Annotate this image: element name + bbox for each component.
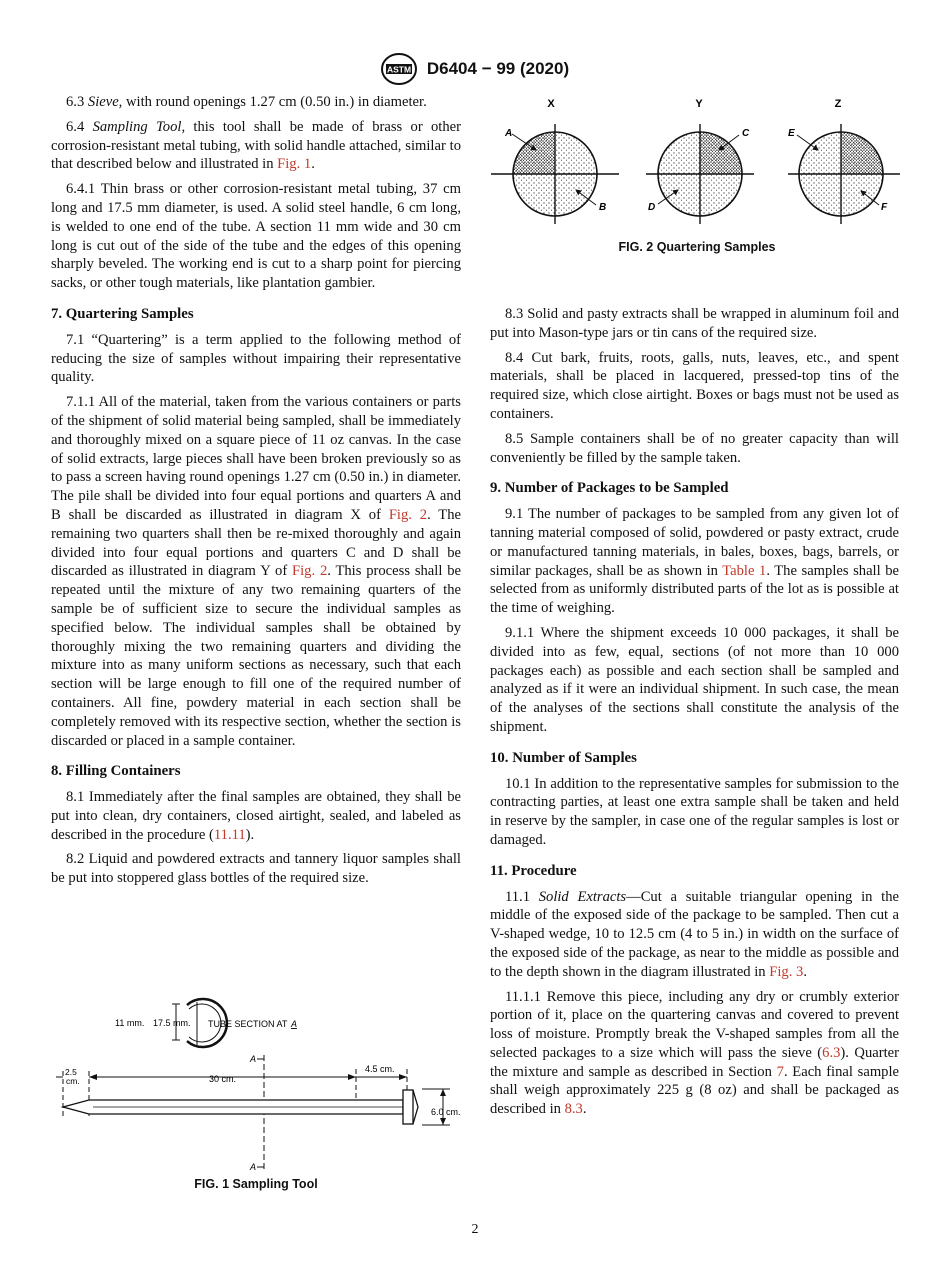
label-4-5cm: 4.5 cm. — [365, 1064, 395, 1074]
section-6-4-1: 6.4.1 Thin brass or other corrosion-resistant metal tubing, 37 cm long and 17.5 mm diameter, is used. A solid steel handle, 6 cm long, is welded to one end of the tube. A section 11 mm wide and 30 cm long is cut out of the side of the tube and the edges of this opening sharply beveled. The working end is cut to a sharp point for piercing sacks, or other tough materials, like plantation gambier. — [51, 181, 461, 292]
right-column — [490, 305, 899, 1125]
figure-2-caption: FIG. 2 Quartering Samples — [618, 240, 776, 254]
heading-procedure: 11. Procedure — [490, 862, 577, 879]
logo-text: ASTM — [386, 64, 411, 75]
label-section-a: A — [291, 1019, 298, 1029]
section-8-5: 8.5 Sample containers shall be of no greater capacity than will conveniently be filled by the sample taken. — [490, 430, 899, 466]
section-10-1: 10.1 In addition to the representative samples for submission to the contracting parties, at least one extra sample shall be taken and held in reserve by the sampler, in case one of the regular samples is lost or damaged. — [490, 775, 899, 848]
section-7-1-1: 7.1.1 All of the material, taken from the various containers or parts of the shipment of solid material being sampled, shall be immediately and thoroughly mixed on a square piece of 11 oz canvas. In the case of solid extracts, large pieces shall have been broken previously so as to pass a screen having round openings 1.27 cm (0.50 in.) in diameter. The pile shall be divided into four equal portions and quarters A and B shall be discarded as illustrated in diagram X of Fig. 2. The remaining two quarters shall then be re-mixed thoroughly and again divided into four equal portions and quarters C and D shall be discarded as illustrated in diagram Y of Fig. 2. This process shall be repeated until the mixture of any two remaining quarters of the sample be of sufficient size to secure the individual samples as specified below. The individual samples shall be obtained by thoroughly mixing the two remaining quarters and dividing the mixture into as many uniform sections as necessary, such that each section will be large enough to fill one of the required number of containers. All fine, powdery material in each section shall be completely removed with its respective section, whether the section is discarded or placed in a sample container. — [51, 394, 461, 749]
fig2-link[interactable]: Fig. 2 — [388, 506, 428, 523]
section-8-3: 8.3 Solid and pasty extracts shall be wrapped in aluminum foil and put into Mason-type jars or tin cans of the required size. — [490, 306, 899, 341]
fig3-link[interactable]: Fig. 3 — [769, 963, 804, 980]
label-6cm: 6.0 cm. — [431, 1107, 461, 1117]
section-9-1-1: 9.1.1 Where the shipment exceeds 10 000 packages, it shall be divided into as few, equal, sections (of not more than 10 000 packages each) as possible and each section shall be sampled and analyzed as if it were an individual shipment. In such case, the mean of the analyses of the sections shall constitute the analysis of the shipment. — [490, 624, 899, 735]
heading-filling-containers: 8. Filling Containers — [51, 763, 181, 780]
astm-logo-icon — [381, 52, 417, 86]
heading-number-of-packages: 9. Number of Packages to be Sampled — [490, 480, 729, 497]
quartering-diagram — [488, 92, 906, 232]
section-6-4: 6.4 Sampling Tool, this tool shall be made of brass or other corrosion-resistant metal tubing, with solid handle attached, similar to that described below and illustrated in Fig. 1. — [51, 118, 461, 173]
document-id: D6404 − 99 (2020) — [426, 59, 570, 78]
diagram-y-label: Y — [695, 98, 703, 110]
fig2-link[interactable]: Fig. 2 — [292, 563, 328, 580]
label-2-5: 2.5 — [65, 1067, 77, 1077]
fig1-link[interactable]: Fig. 1 — [277, 156, 312, 173]
section-6-3-link[interactable]: 6.3 — [822, 1044, 841, 1061]
quarter-e-label: E — [788, 128, 795, 139]
label-a-top: A — [250, 1054, 257, 1064]
section-8-1: 8.1 Immediately after the final samples are obtained, they shall be put into clean, dry containers, closed airtight, sealed, and labeled as described in the procedure (11.11). — [51, 789, 461, 843]
section-11-1: 11.1 Solid Extracts—Cut a suitable triangular opening in the middle of the exposed side of the package to be sampled. Then cut a V-shaped wedge, 10 to 12.5 cm (4 to 5 in.) in width on the surface of the exposed side of the package, as near to the middle as possible and to the depth shown in the diagram illustrated in Fig. 3. — [490, 888, 899, 980]
heading-quartering-samples: 7. Quartering Samples — [51, 305, 194, 322]
quarter-b-label: B — [599, 202, 607, 213]
section-8-2: 8.2 Liquid and powdered extracts and tannery liquor samples shall be put into stoppered glass bottles of the required size. — [51, 851, 461, 887]
label-11mm: 11 mm. — [115, 1018, 145, 1028]
section-8-3-link[interactable]: 8.3 — [564, 1101, 583, 1118]
quarter-f-label: F — [881, 202, 888, 213]
diagram-x-label: X — [547, 98, 555, 110]
section-11-1-1: 11.1.1 Remove this piece, including any dry or crumbly exterior portion of it, place on the quartering canvas and covered to prevent loss of moisture. Promptly break the V-shaped samples from all the selected packages to a size which will pass the sieve (6.3). Quarter the mixture and sample as described in Section 7. Each final sample shall weigh approximately 225 g (8 oz) and shall be packaged as described in 8.3. — [490, 988, 900, 1118]
sampling-tool-diagram — [51, 993, 471, 1193]
section-8-4: 8.4 Cut bark, fruits, roots, galls, nuts, leaves, etc., and spent materials, shall be placed in lacquered, pressed-top tins of the required size, which close airtight. Boxes or bags must not be used as containers. — [490, 349, 899, 422]
section-6-3: 6.3 Sieve, with round openings 1.27 cm (0.50 in.) in diameter. — [66, 94, 427, 110]
figure-1-caption: FIG. 1 Sampling Tool — [194, 1177, 318, 1191]
label-17-5mm: 17.5 mm. — [153, 1018, 191, 1028]
section-11-11-link[interactable]: 11.11 — [213, 826, 246, 843]
figure-1 — [51, 993, 471, 1193]
quarter-c-label: C — [742, 128, 750, 139]
label-a-bottom: A — [250, 1162, 257, 1172]
label-tube-section: TUBE SECTION AT — [208, 1019, 288, 1029]
figure-2 — [488, 92, 906, 262]
left-column — [51, 93, 461, 894]
section-7-1: 7.1 “Quartering” is a term applied to the following method of reducing the size of samples without impairing their representative quality. — [51, 331, 461, 386]
quarter-d-label: D — [648, 202, 656, 213]
section-7-link[interactable]: 7 — [776, 1063, 784, 1080]
page-number: 2 — [471, 1222, 479, 1237]
table-1-link[interactable]: Table 1 — [722, 562, 767, 579]
heading-number-of-samples: 10. Number of Samples — [490, 749, 637, 766]
diagram-z-label: Z — [834, 98, 842, 110]
quarter-a-label: A — [505, 128, 513, 139]
section-9-1: 9.1 The number of packages to be sampled from any given lot of tanning material composed of solid, powdered or pasty extract, crude or manufactured tanning materials, in bales, boxes, bags, barrels, or similar packages, shall be as shown in Table 1. The samples shall be selected from as uniformly distributed parts of the lot as is possible at the time of weighing. — [490, 506, 899, 617]
label-cm: cm. — [66, 1076, 80, 1086]
label-30cm: 30 cm. — [209, 1074, 237, 1084]
page-header — [0, 52, 950, 86]
